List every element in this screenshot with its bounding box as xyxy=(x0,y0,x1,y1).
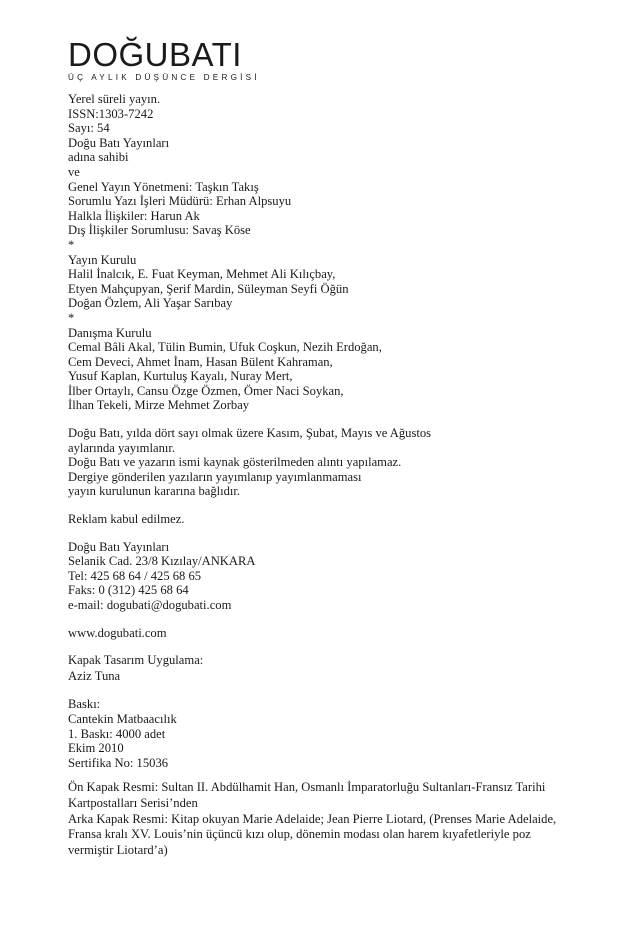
advisory-board-members: İlber Ortaylı, Cansu Özge Özmen, Ömer Naci Soykan, xyxy=(68,383,344,398)
advisory-board-members: İlhan Tekeli, Mirze Mehmet Zorbay xyxy=(68,398,250,413)
publisher-phone: Tel: 425 68 64 / 425 68 65 xyxy=(68,568,202,583)
advisory-board-members: Cem Deveci, Ahmet İnam, Hasan Bülent Kahraman, xyxy=(68,354,333,369)
publication-note-line: Dergiye gönderilen yazıların yayımlanıp yayımlanmaması xyxy=(68,469,362,484)
editorial-board-members: Doğan Özlem, Ali Yaşar Sarıbay xyxy=(68,296,233,311)
advisory-board-heading: Danışma Kurulu xyxy=(68,325,152,340)
cover-image-credit-line: Fransa kralı XV. Louis’nin üçüncü kızı olup, dönemin modası olan harem kıyafetleriyle poz xyxy=(68,827,531,842)
advisory-board-members: Yusuf Kaplan, Kurtuluş Kayalı, Nuray Mert, xyxy=(68,369,293,384)
section-separator: * xyxy=(68,310,75,325)
imprint-line: Sorumlu Yazı İşleri Müdürü: Erhan Alpsuyu xyxy=(68,194,292,209)
imprint-line: Doğu Batı Yayınları xyxy=(68,135,170,150)
publication-note-line: Doğu Batı, yılda dört sayı olmak üzere Kasım, Şubat, Mayıs ve Ağustos xyxy=(68,426,432,441)
cover-designer-name: Aziz Tuna xyxy=(68,668,121,683)
certificate-number: Sertifika No: 15036 xyxy=(68,755,169,770)
advisory-board-section xyxy=(68,326,628,414)
advisory-board-members: Cemal Bâli Akal, Tülin Bumin, Ufuk Coşkun, Nezih Erdoğan, xyxy=(68,340,382,355)
masthead xyxy=(68,36,260,84)
contact-section xyxy=(68,540,628,613)
magazine-logo-title: DOĞUBATI xyxy=(68,36,242,73)
printing-house: Cantekin Matbaacılık xyxy=(68,711,177,726)
publication-notes-section xyxy=(68,426,628,499)
cover-design-section xyxy=(68,653,628,684)
website-url: www.dogubati.com xyxy=(68,625,167,640)
editorial-board-heading: Yayın Kurulu xyxy=(68,252,137,267)
magazine-tagline: ÜÇ AYLIK DÜŞÜNCE DERGİSİ xyxy=(68,73,260,82)
colophon xyxy=(68,92,628,858)
imprint-line: adına sahibi xyxy=(68,150,129,165)
publication-note-line: aylarında yayımlanır. xyxy=(68,440,176,455)
imprint-section xyxy=(68,92,628,253)
imprint-line: Sayı: 54 xyxy=(68,121,110,136)
publisher-fax: Faks: 0 (312) 425 68 64 xyxy=(68,583,189,598)
publication-note-line: Doğu Batı ve yazarın ismi kaynak gösterilmeden alıntı yapılamaz. xyxy=(68,455,402,470)
editorial-board-section xyxy=(68,253,628,326)
print-date: Ekim 2010 xyxy=(68,741,124,756)
advertising-note: Reklam kabul edilmez. xyxy=(68,512,185,527)
cover-image-credit-line: Ön Kapak Resmi: Sultan II. Abdülhamit Han, Osmanlı İmparatorluğu Sultanları-Fransız Tarihi xyxy=(68,780,546,795)
cover-image-credit-line: Kartpostalları Serisi’nden xyxy=(68,795,198,810)
imprint-line: Dış İlişkiler Sorumlusu: Savaş Köse xyxy=(68,223,251,238)
cover-image-credit-line: vermiştir Liotard’a) xyxy=(68,842,168,857)
print-run: 1. Baskı: 4000 adet xyxy=(68,726,166,741)
publisher-name: Doğu Batı Yayınları xyxy=(68,539,170,554)
publication-note-line: yayın kurulunun kararına bağlıdır. xyxy=(68,484,241,499)
imprint-line: ISSN:1303-7242 xyxy=(68,106,154,121)
cover-design-heading: Kapak Tasarım Uygulama: xyxy=(68,653,204,668)
cover-image-credit-line: Arka Kapak Resmi: Kitap okuyan Marie Adelaide; Jean Pierre Liotard, (Prenses Marie Adelaide, xyxy=(68,811,557,826)
imprint-line: ve xyxy=(68,164,80,179)
editorial-board-members: Etyen Mahçupyan, Şerif Mardin, Süleyman Seyfi Öğün xyxy=(68,281,349,296)
section-separator: * xyxy=(68,237,75,252)
imprint-line: Yerel süreli yayın. xyxy=(68,92,161,106)
imprint-line: Halkla İlişkiler: Harun Ak xyxy=(68,208,200,223)
imprint-line: Genel Yayın Yönetmeni: Taşkın Takış xyxy=(68,179,259,194)
publisher-address: Selanik Cad. 23/8 Kızılay/ANKARA xyxy=(68,554,256,569)
publisher-email: e-mail: dogubati@dogubati.com xyxy=(68,598,232,612)
printing-section xyxy=(68,697,628,770)
cover-images-section xyxy=(68,780,628,858)
printing-heading: Baskı: xyxy=(68,697,101,712)
editorial-board-members: Halil İnalcık, E. Fuat Keyman, Mehmet Ali Kılıçbay, xyxy=(68,267,336,282)
